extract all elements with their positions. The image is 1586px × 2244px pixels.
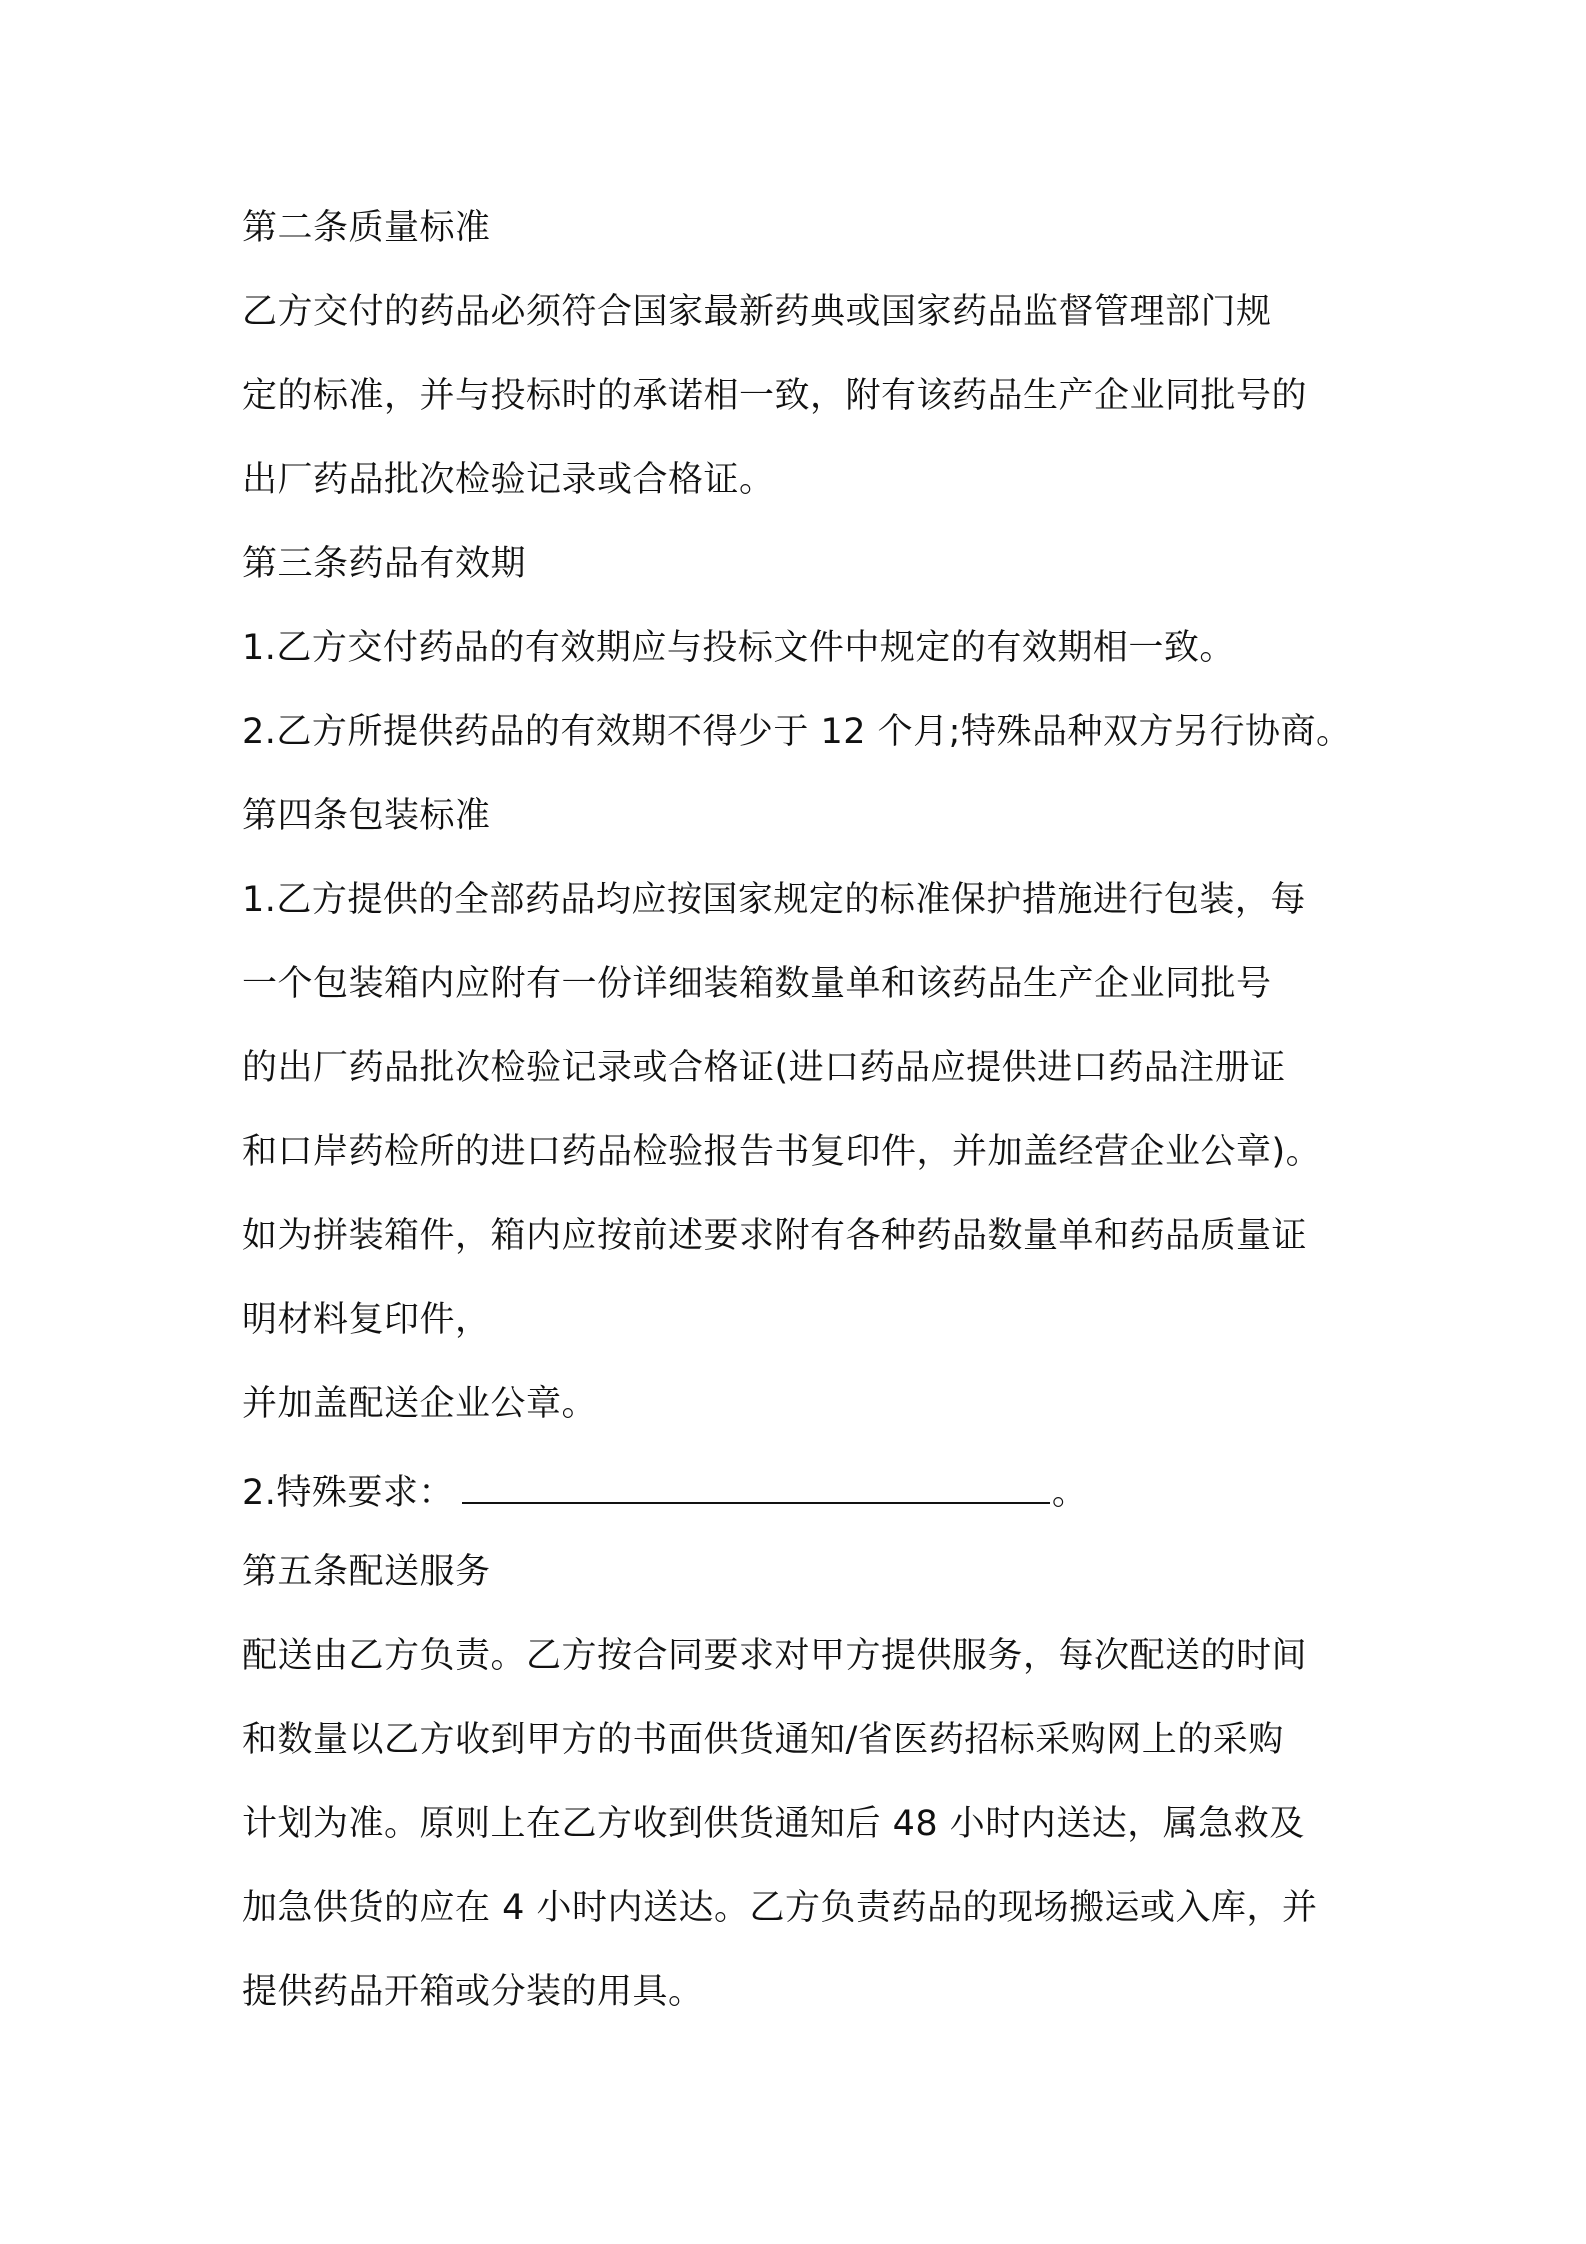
- paragraph-line: 1.乙方交付药品的有效期应与投标文件中规定的有效期相一致。: [242, 628, 1235, 668]
- paragraph-line: 一个包装箱内应附有一份详细装箱数量单和该药品生产企业同批号: [242, 964, 1272, 1004]
- section-heading-quality-standard: 第二条质量标准: [242, 208, 491, 248]
- section-heading-packaging-standard: 第四条包装标准: [242, 796, 491, 836]
- paragraph-line: 配送由乙方负责。乙方按合同要求对甲方提供服务，每次配送的时间: [242, 1636, 1308, 1676]
- paragraph-line: 乙方交付的药品必须符合国家最新药典或国家药品监督管理部门规: [242, 292, 1272, 332]
- special-requirement-blank: [462, 1458, 1050, 1504]
- paragraph-line: 加急供货的应在 4 小时内送达。乙方负责药品的现场搬运或入库，并: [242, 1888, 1318, 1928]
- paragraph-line: 和数量以乙方收到甲方的书面供货通知/省医药招标采购网上的采购: [242, 1720, 1284, 1760]
- document-body: [242, 198, 1402, 2046]
- paragraph-line: 并加盖配送企业公章。: [242, 1384, 598, 1424]
- paragraph-line: 如为拼装箱件，箱内应按前述要求附有各种药品数量单和药品质量证: [242, 1216, 1308, 1256]
- section-heading-delivery-service: 第五条配送服务: [242, 1552, 491, 1592]
- paragraph-line: 定的标准，并与投标时的承诺相一致，附有该药品生产企业同批号的: [242, 376, 1308, 416]
- paragraph-line: 2.乙方所提供药品的有效期不得少于 12 个月;特殊品种双方另行协商。: [242, 712, 1352, 752]
- paragraph-line: 的出厂药品批次检验记录或合格证(进口药品应提供进口药品注册证: [242, 1048, 1286, 1088]
- special-requirement-label: 2.特殊要求：: [242, 1473, 454, 1513]
- special-requirement-line: [242, 1458, 1402, 1542]
- paragraph-line: 和口岸药检所的进口药品检验报告书复印件，并加盖经营企业公章)。: [242, 1132, 1322, 1172]
- section-heading-validity-period: 第三条药品有效期: [242, 544, 527, 584]
- paragraph-line: 1.乙方提供的全部药品均应按国家规定的标准保护措施进行包装，每: [242, 880, 1306, 920]
- paragraph-line: 计划为准。原则上在乙方收到供货通知后 48 小时内送达，属急救及: [242, 1804, 1305, 1844]
- paragraph-line: 明材料复印件，: [242, 1300, 491, 1340]
- paragraph-line: 提供药品开箱或分装的用具。: [242, 1972, 704, 2012]
- paragraph-line: 出厂药品批次检验记录或合格证。: [242, 460, 775, 500]
- special-requirement-end: 。: [1051, 1473, 1088, 1513]
